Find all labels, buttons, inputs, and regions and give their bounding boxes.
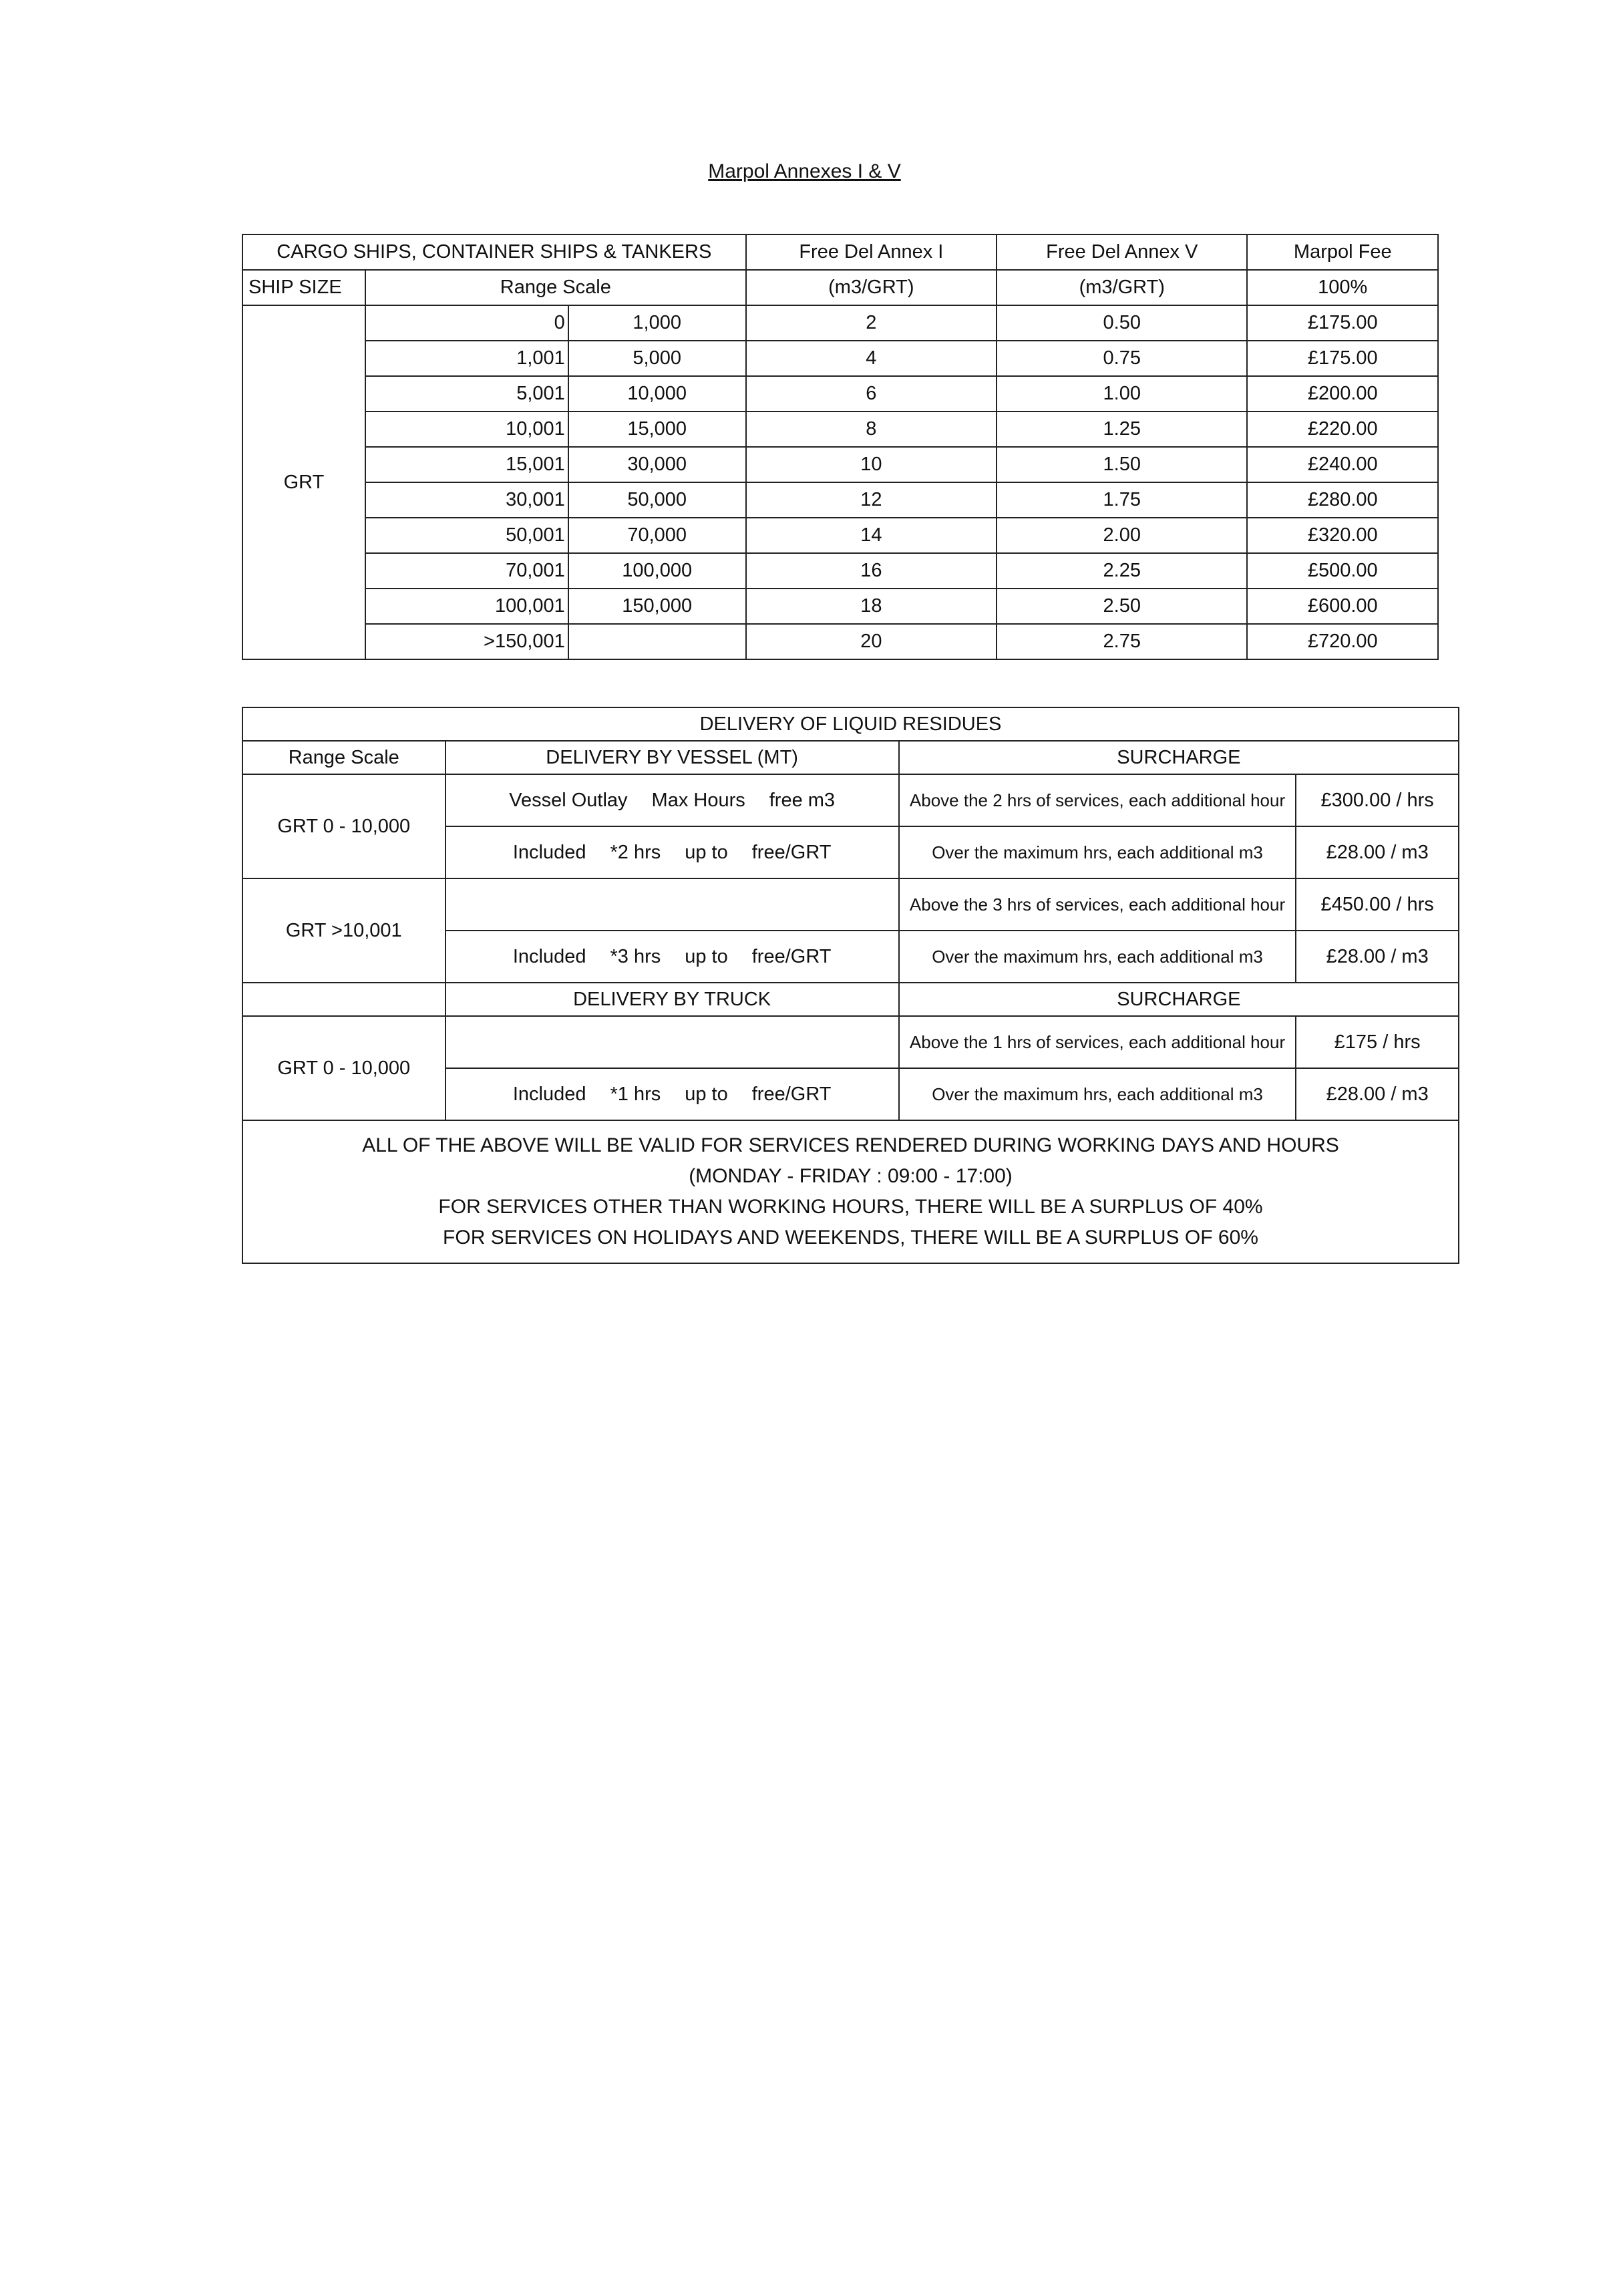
fee-value: £320.00 <box>1247 518 1438 553</box>
empty-cell <box>445 1016 899 1068</box>
over-max-price: £28.00 / m3 <box>1296 931 1459 983</box>
range-to: 1,000 <box>568 305 746 341</box>
range-from: 70,001 <box>365 553 568 589</box>
table-row <box>242 774 1459 826</box>
liquid-title-row <box>242 707 1459 741</box>
table-row <box>242 412 1438 447</box>
annex-5-value: 2.25 <box>997 553 1247 589</box>
annex-1-value: 2 <box>746 305 997 341</box>
annex-1-value: 8 <box>746 412 997 447</box>
table-row <box>242 305 1438 341</box>
range-to: 5,000 <box>568 341 746 376</box>
annex-1-value: 16 <box>746 553 997 589</box>
fee-value: £175.00 <box>1247 341 1438 376</box>
above-hours-text: Above the 2 hrs of services, each additional hour <box>899 774 1296 826</box>
range-from: 5,001 <box>365 376 568 412</box>
up-to-label: up to <box>685 1083 728 1105</box>
annex-5-value: 1.25 <box>997 412 1247 447</box>
annex-1-value: 6 <box>746 376 997 412</box>
annex-5-value: 1.00 <box>997 376 1247 412</box>
annex-5-value: 0.75 <box>997 341 1247 376</box>
above-hours-price: £300.00 / hrs <box>1296 774 1459 826</box>
free-del-annex-1-header: Free Del Annex I <box>746 234 997 270</box>
liquid-header-row <box>242 741 1459 774</box>
fee-value: £280.00 <box>1247 482 1438 518</box>
hours-value: *3 hrs <box>610 945 661 967</box>
page-title: Marpol Annexes I & V <box>708 160 901 182</box>
annex-fee-table <box>242 234 1439 660</box>
table-row <box>242 878 1459 931</box>
truck-surcharge-header: SURCHARGE <box>899 983 1459 1016</box>
annex-5-value: 0.50 <box>997 305 1247 341</box>
footer-row <box>242 1120 1459 1263</box>
over-max-text: Over the maximum hrs, each additional m3 <box>899 1068 1296 1120</box>
range-to: 15,000 <box>568 412 746 447</box>
fee-value: £200.00 <box>1247 376 1438 412</box>
range-from: 30,001 <box>365 482 568 518</box>
annex-1-value: 12 <box>746 482 997 518</box>
hours-value: *2 hrs <box>610 841 661 863</box>
included-label: Included <box>512 1083 586 1105</box>
range-from: 50,001 <box>365 518 568 553</box>
footer-line-1: ALL OF THE ABOVE WILL BE VALID FOR SERVICES RENDERED DURING WORKING DAYS AND HOURS <box>362 1134 1339 1156</box>
annex-1-value: 10 <box>746 447 997 482</box>
annex-1-unit: (m3/GRT) <box>746 270 997 305</box>
truck-terms <box>445 1068 899 1120</box>
table-row <box>242 553 1438 589</box>
table-row <box>242 518 1438 553</box>
annex-1-value: 14 <box>746 518 997 553</box>
empty-cell <box>242 983 445 1016</box>
category-header: CARGO SHIPS, CONTAINER SHIPS & TANKERS <box>242 234 746 270</box>
footer-line-2: (MONDAY - FRIDAY : 09:00 - 17:00) <box>689 1165 1013 1187</box>
annex-5-unit: (m3/GRT) <box>997 270 1247 305</box>
range-scale-header: Range Scale <box>365 270 746 305</box>
range-scale-header: Range Scale <box>242 741 445 774</box>
footer-line-3: FOR SERVICES OTHER THAN WORKING HOURS, THERE WILL BE A SURPLUS OF 40% <box>438 1196 1263 1218</box>
vessel-terms <box>445 826 899 878</box>
range-cell: GRT >10,001 <box>242 878 445 983</box>
range-from: >150,001 <box>365 624 568 659</box>
marpol-fee-header: Marpol Fee <box>1247 234 1438 270</box>
liquid-table-title: DELIVERY OF LIQUID RESIDUES <box>242 707 1459 741</box>
above-hours-text: Above the 1 hrs of services, each additional hour <box>899 1016 1296 1068</box>
fee-value: £220.00 <box>1247 412 1438 447</box>
annex-5-value: 2.75 <box>997 624 1247 659</box>
range-to: 100,000 <box>568 553 746 589</box>
hours-value: *1 hrs <box>610 1083 661 1105</box>
annex-5-value: 1.50 <box>997 447 1247 482</box>
included-label: Included <box>512 945 586 967</box>
range-from: 100,001 <box>365 589 568 624</box>
empty-cell <box>445 878 899 931</box>
up-to-label: up to <box>685 945 728 967</box>
free-del-annex-5-header: Free Del Annex V <box>997 234 1247 270</box>
range-from: 0 <box>365 305 568 341</box>
annex-5-value: 2.00 <box>997 518 1247 553</box>
table-row <box>242 341 1438 376</box>
range-from: 15,001 <box>365 447 568 482</box>
free-grt-label: free/GRT <box>751 945 832 967</box>
fee-value: £240.00 <box>1247 447 1438 482</box>
vessel-outlay-label: Vessel Outlay <box>509 789 628 811</box>
annex-1-value: 4 <box>746 341 997 376</box>
table-row <box>242 447 1438 482</box>
annex-1-value: 20 <box>746 624 997 659</box>
range-to: 150,000 <box>568 589 746 624</box>
annex-1-value: 18 <box>746 589 997 624</box>
range-to: 70,000 <box>568 518 746 553</box>
fee-value: £175.00 <box>1247 305 1438 341</box>
included-label: Included <box>512 841 586 863</box>
up-to-label: up to <box>685 841 728 863</box>
range-from: 10,001 <box>365 412 568 447</box>
over-max-price: £28.00 / m3 <box>1296 826 1459 878</box>
range-to: 30,000 <box>568 447 746 482</box>
over-max-price: £28.00 / m3 <box>1296 1068 1459 1120</box>
above-hours-price: £175 / hrs <box>1296 1016 1459 1068</box>
annex-5-value: 2.50 <box>997 589 1247 624</box>
free-m3-label: free m3 <box>769 789 836 811</box>
ship-size-header: SHIP SIZE <box>242 270 365 305</box>
vessel-terms <box>445 931 899 983</box>
truck-delivery-header: DELIVERY BY TRUCK <box>445 983 899 1016</box>
range-to: 50,000 <box>568 482 746 518</box>
vessel-delivery-header: DELIVERY BY VESSEL (MT) <box>445 741 899 774</box>
fee-value: £600.00 <box>1247 589 1438 624</box>
annex-5-value: 1.75 <box>997 482 1247 518</box>
surcharge-header: SURCHARGE <box>899 741 1459 774</box>
fee-value: £720.00 <box>1247 624 1438 659</box>
footer-notes <box>242 1120 1459 1263</box>
free-grt-label: free/GRT <box>751 841 832 863</box>
truck-header-row <box>242 983 1459 1016</box>
table-row <box>242 482 1438 518</box>
range-to: 10,000 <box>568 376 746 412</box>
annex-header-row <box>242 234 1438 270</box>
over-max-text: Over the maximum hrs, each additional m3 <box>899 931 1296 983</box>
above-hours-text: Above the 3 hrs of services, each additional hour <box>899 878 1296 931</box>
table-row <box>242 376 1438 412</box>
free-grt-label: free/GRT <box>751 1083 832 1105</box>
range-cell: GRT 0 - 10,000 <box>242 1016 445 1120</box>
annex-subheader-row <box>242 270 1438 305</box>
vessel-columns-header <box>445 774 899 826</box>
grt-group-label: GRT <box>242 305 365 659</box>
table-row <box>242 1016 1459 1068</box>
over-max-text: Over the maximum hrs, each additional m3 <box>899 826 1296 878</box>
fee-value: £500.00 <box>1247 553 1438 589</box>
footer-line-4: FOR SERVICES ON HOLIDAYS AND WEEKENDS, THERE WILL BE A SURPLUS OF 60% <box>443 1226 1258 1249</box>
range-cell: GRT 0 - 10,000 <box>242 774 445 878</box>
fee-percent: 100% <box>1247 270 1438 305</box>
table-row <box>242 589 1438 624</box>
above-hours-price: £450.00 / hrs <box>1296 878 1459 931</box>
liquid-residues-table <box>242 707 1459 1264</box>
range-from: 1,001 <box>365 341 568 376</box>
max-hours-label: Max Hours <box>651 789 745 811</box>
range-to <box>568 624 746 659</box>
table-row <box>242 624 1438 659</box>
